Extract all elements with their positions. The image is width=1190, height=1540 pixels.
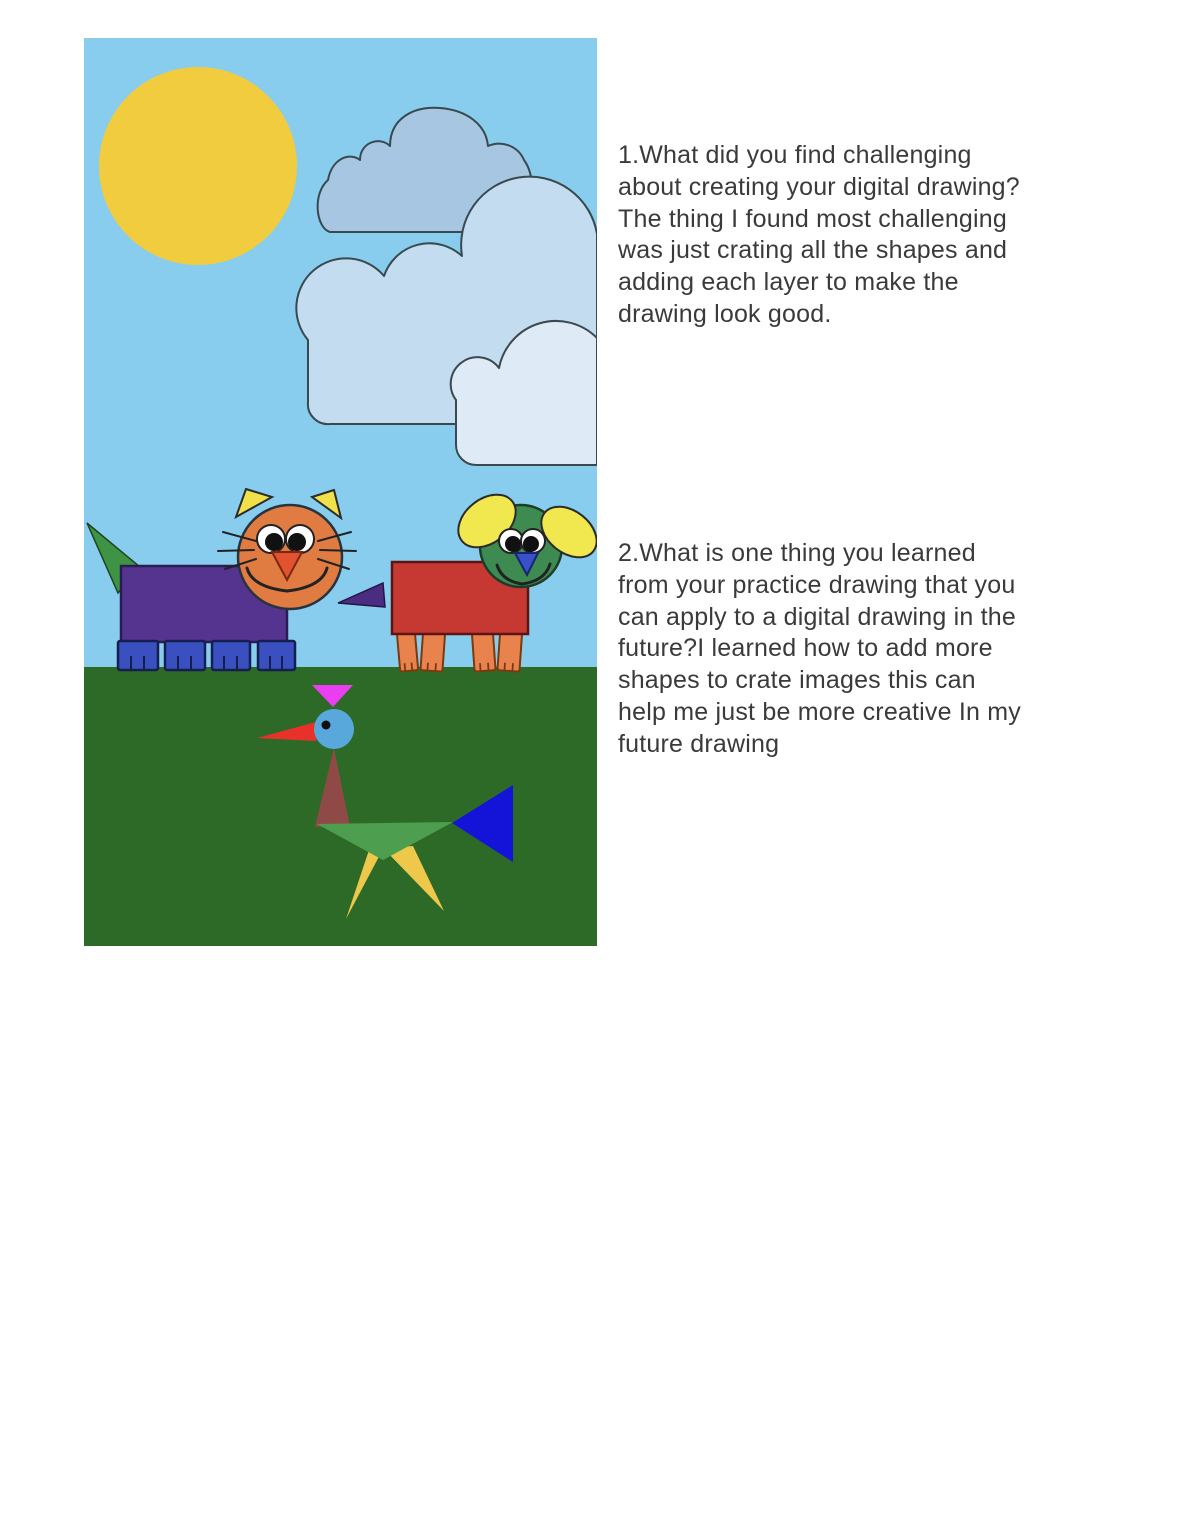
sun	[99, 67, 297, 265]
text-line: was just crating all the shapes and	[618, 236, 1008, 265]
text-line: about creating your digital drawing?	[618, 172, 1020, 201]
text-line: 2.What is one thing you learned	[618, 539, 976, 567]
text-line: shapes to crate images this can	[618, 666, 976, 695]
cat-pupil-left	[265, 533, 283, 551]
cat-foot	[165, 641, 205, 670]
text-line: from your practice drawing that you	[618, 570, 1016, 599]
cat-foot	[212, 641, 250, 670]
dog-pupil-left	[505, 536, 521, 552]
question-1-text	[618, 140, 1078, 331]
text-line: can apply to a digital drawing in the	[618, 602, 1016, 631]
text-line: 1.What did you find challenging	[618, 141, 972, 169]
dog-pupil-right	[523, 536, 539, 552]
dog-leg	[420, 632, 445, 671]
text-line: help me just be more creative In my	[618, 697, 1021, 726]
cat-foot	[258, 641, 295, 670]
bird-eye	[322, 721, 331, 730]
cat-pupil-right	[288, 533, 306, 551]
dog-leg	[497, 632, 522, 671]
text-line: The thing I found most challenging	[618, 204, 1007, 233]
dog-leg	[397, 632, 418, 671]
question-2-text	[618, 538, 1078, 761]
bird-head	[314, 709, 354, 749]
cat-foot	[118, 641, 158, 670]
dog-leg	[472, 632, 496, 671]
digital-drawing	[84, 38, 597, 946]
text-line: future drawing	[618, 729, 780, 758]
text-line: future?I learned how to add more	[618, 634, 993, 663]
text-line: drawing look good.	[618, 299, 832, 328]
text-line: adding each layer to make the	[618, 268, 959, 297]
